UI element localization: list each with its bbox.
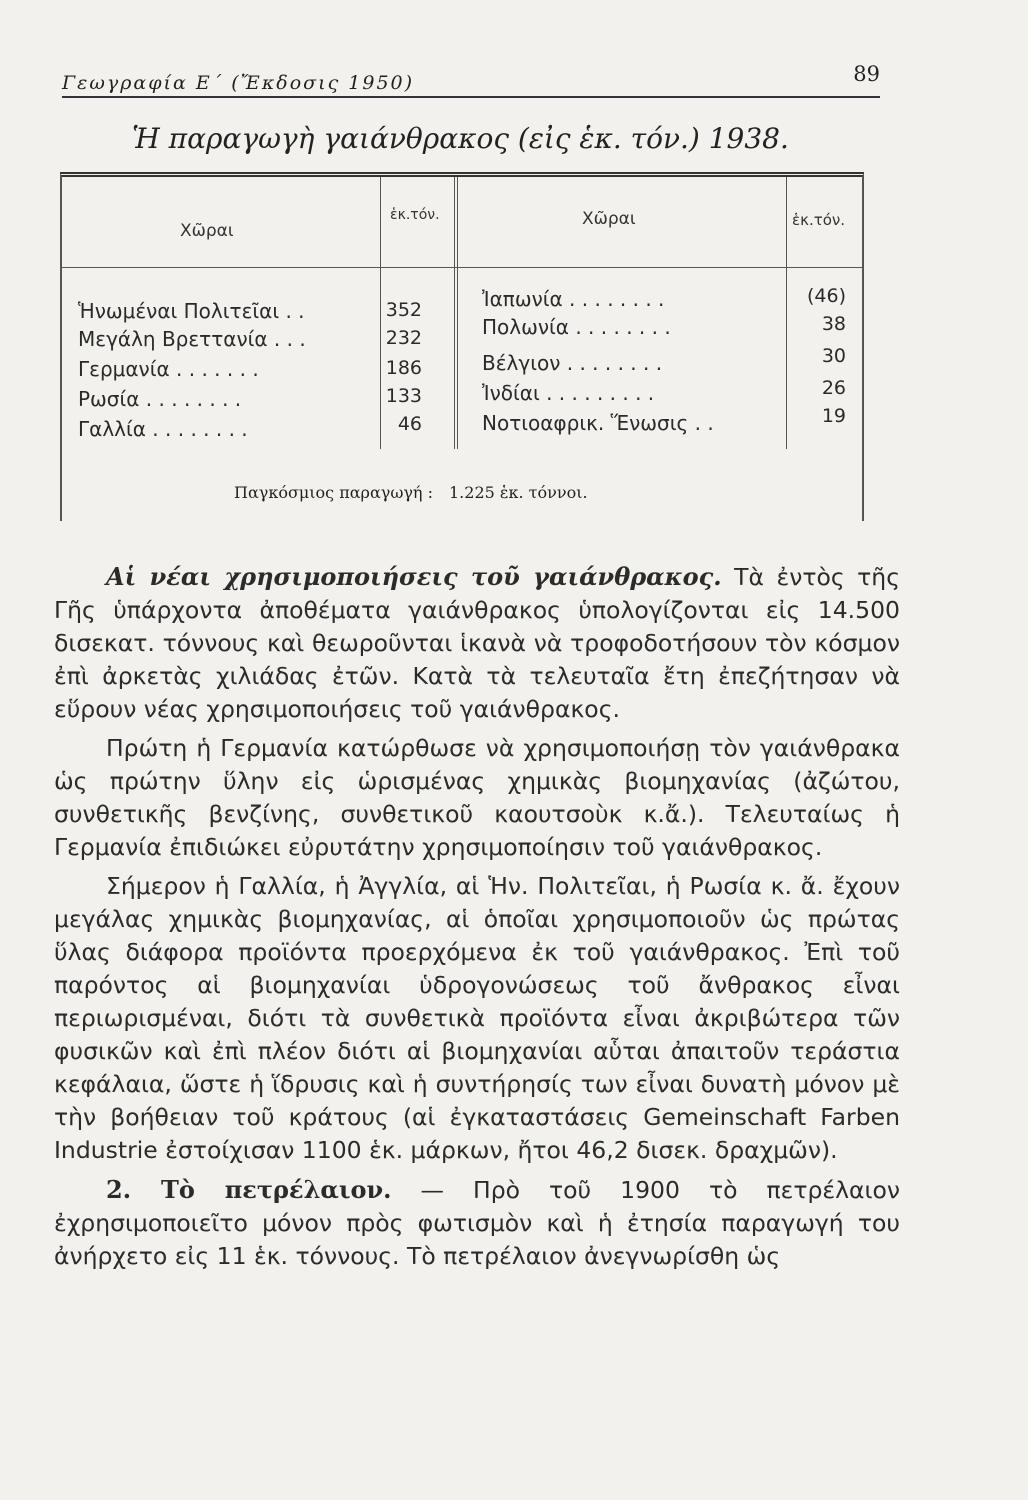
coal-production-table: [60, 172, 864, 521]
body-text: [54, 560, 900, 1273]
header-unit-left: ἑκ.τόν.: [390, 207, 440, 223]
paragraph-text: Τὰ ἐντὸς τῆς Γῆς ὑπάρχοντα ἀποθέματα γαιάνθρακος ὑπολογίζονται εἰς 14.500 δισεκατ. τόννους καὶ θεωροῦνται ἱκανὰ νὰ τροφοδοτήσουν τὸν κόσμον ἐπὶ ἀρκετὰς χιλιάδας ἐτῶν. Κατὰ τὰ τελευταῖα ἔτη ἐπεζήτησαν νὰ εὕρουν νέας χρησιμοποιήσεις τοῦ γαιάνθρακος.: [54, 563, 900, 723]
table-row-country: Γαλλία . . . . . . . .: [78, 417, 248, 441]
running-title: Γεωγραφία Ε΄ (Ἔκδοσις 1950): [62, 72, 415, 94]
table-row-country: Ἰνδίαι . . . . . . . . .: [482, 381, 655, 405]
section-heading: 2. Τὸ πετρέλαιον.: [106, 1175, 392, 1204]
paragraph-text: Σήμερον ἡ Γαλλία, ἡ Ἀγγλία, αἱ Ἡν. Πολιτεῖαι, ἡ Ρωσία κ. ἄ. ἔχουν μεγάλας χημικὰς βιομηχανίας, αἱ ὁποῖαι χρησιμοποιοῦν ὡς πρώτας ὕλας διάφορα προϊόντα προερχόμενα ἐκ τοῦ γαιάνθρακος. Ἐπὶ τοῦ παρόντος αἱ βιομηχανίαι ὑδρογονώσεως τοῦ ἄνθρακος εἶναι περιωρισμέναι, διότι τὰ συνθετικὰ προϊόντα εἶναι ἀκριβώτερα τῶν φυσικῶν καὶ ἐπὶ πλέον διότι αἱ βιομηχανίαι αὗται ἀπαιτοῦν τεράστια κεφάλαια, ὥστε ἡ ἵδρυσις καὶ ἡ συντήρησίς των εἶναι δυνατὴ μόνον μὲ τὴν βοήθειαν τοῦ κράτους (αἱ ἐγκαταστάσεις Gemeinschaft Farben Industrie ἐστοίχισαν 1100 ἑκ. μάρκων, ἤτοι 46,2 δισεκ. δραχμῶν).: [54, 872, 900, 1164]
paragraph: [54, 732, 900, 864]
table-row-country: Βέλγιον . . . . . . . .: [482, 351, 663, 375]
world-production-label: Παγκόσμιος παραγωγή :: [234, 483, 433, 502]
table-row-value: 38: [821, 313, 846, 335]
table-row-country: Ρωσία . . . . . . . .: [78, 387, 242, 411]
paragraph: [54, 870, 900, 1167]
table-row-country: Πολωνία . . . . . . . .: [482, 315, 671, 339]
header-rule: [62, 267, 862, 268]
table-row-value: 26: [821, 377, 846, 399]
table-row-value: 186: [385, 357, 422, 379]
table-row-value: 133: [385, 385, 422, 407]
paragraph-text: — Πρὸ τοῦ 1900 τὸ πετρέλαιον ἐχρησιμοποιεῖτο μόνον πρὸς φωτισμὸν καὶ ἡ ἐτησία παραγωγή του ἀνήρχετο εἰς 11 ἑκ. τόννους. Τὸ πετρέλαιον ἀνεγνωρίσθη ὡς: [54, 1176, 900, 1270]
table-title: Ἡ παραγωγὴ γαιάνθρακος (εἰς ἑκ. τόν.) 1938.: [132, 122, 789, 155]
paragraph: [54, 1173, 900, 1273]
header-unit-right: ἑκ.τόν.: [792, 211, 846, 229]
page-number: 89: [853, 62, 880, 86]
table-row-value: 30: [821, 345, 846, 367]
paragraph-text: Πρώτη ἡ Γερμανία κατώρθωσε νὰ χρησιμοποιήσῃ τὸν γαιάνθρακα ὡς πρώτην ὕλην εἰς ὡρισμένας χημικὰς βιομηχανίας (ἀζώτου, συνθετικῆς βενζίνης, συνθετικοῦ καουτσοὺκ κ.ἄ.). Τελευταίως ἡ Γερμανία ἐπιδιώκει εὐρυτάτην χρησιμοποίησιν τοῦ γαιάνθρακος.: [54, 734, 900, 861]
table-row-country: Ἰαπωνία . . . . . . . .: [482, 287, 665, 311]
table-row-value: (46): [806, 285, 846, 307]
column-divider-double: [454, 177, 458, 449]
world-production: [234, 483, 588, 502]
table-row-value: 232: [385, 327, 422, 349]
table-row-country: Ἡνωμέναι Πολιτεῖαι . .: [78, 299, 305, 323]
table-row-country: Γερμανία . . . . . . .: [78, 357, 259, 381]
table-row-value: 46: [397, 413, 422, 435]
table-row-country: Νοτιοαφρικ. Ἕνωσις . .: [482, 411, 714, 435]
header-countries-left: Χῶραι: [180, 221, 234, 241]
section-heading: Αἱ νέαι χρησιμοποιήσεις τοῦ γαιάνθρακος.: [106, 562, 722, 591]
table-row-country: Μεγάλη Βρεττανία . . .: [78, 327, 306, 351]
world-production-value: 1.225 ἑκ. τόννοι.: [449, 483, 588, 502]
running-header: [62, 62, 880, 98]
table-row-value: 19: [821, 405, 846, 427]
table-row-value: 352: [385, 299, 422, 321]
paragraph: [54, 560, 900, 726]
header-countries-right: Χῶραι: [582, 209, 636, 229]
